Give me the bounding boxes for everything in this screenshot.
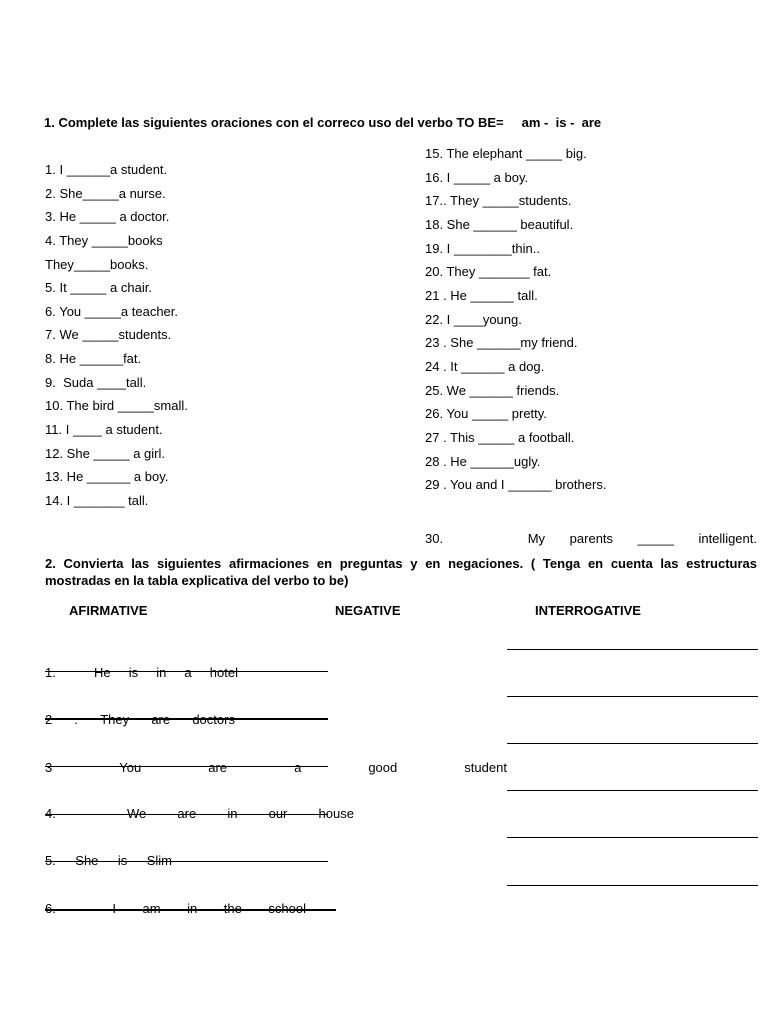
sentence-word: is bbox=[117, 853, 128, 868]
sentence-word: 1. bbox=[45, 665, 56, 680]
interrogative-answer-line[interactable] bbox=[507, 743, 758, 744]
exercise-item: 9. Suda ____tall. bbox=[45, 375, 147, 390]
exercise-item: 8. He ______fat. bbox=[45, 351, 142, 366]
sentence-word: hotel bbox=[209, 665, 238, 680]
exercise-item: 4. They _____books bbox=[45, 233, 163, 248]
sentence-word: are bbox=[177, 806, 197, 821]
exercise-item: 16. I _____ a boy. bbox=[425, 170, 529, 185]
exercise-item: 28 . He ______ugly. bbox=[425, 454, 541, 469]
exercise-item: They_____books. bbox=[45, 257, 149, 272]
sentence-word: our bbox=[268, 806, 288, 821]
negative-answer-line[interactable] bbox=[45, 909, 336, 911]
exercise-item: 27 . This _____ a football. bbox=[425, 430, 575, 445]
exercise-item: 11. I ____ a student. bbox=[45, 422, 163, 437]
exercise-item: 2. She_____a nurse. bbox=[45, 186, 166, 201]
sentence-word: doctors bbox=[192, 712, 235, 727]
item30-word: intelligent. bbox=[698, 531, 757, 546]
item30-word: My bbox=[527, 531, 546, 546]
sentence-word: a bbox=[184, 665, 192, 680]
interrogative-answer-line[interactable] bbox=[507, 649, 758, 650]
sentence-word: am bbox=[142, 901, 161, 916]
exercise-item: 19. I ________thin.. bbox=[425, 241, 540, 256]
col-interrogative-header: INTERROGATIVE bbox=[535, 603, 641, 618]
sentence-word: are bbox=[151, 712, 171, 727]
interrogative-answer-line[interactable] bbox=[507, 696, 758, 697]
sentence-word: good bbox=[368, 760, 398, 775]
sentence-word: in bbox=[156, 665, 167, 680]
exercise-item: 25. We ______ friends. bbox=[425, 383, 560, 398]
exercise-item: 22. I ____young. bbox=[425, 312, 522, 327]
exercise-item: 24 . It ______ a dog. bbox=[425, 359, 545, 374]
sentence-word: in bbox=[187, 901, 198, 916]
sentence-word: You bbox=[119, 760, 142, 775]
sentence-word: house bbox=[318, 806, 354, 821]
exercise-item: 5. It _____ a chair. bbox=[45, 280, 152, 295]
exercise-item: 6. You _____a teacher. bbox=[45, 304, 179, 319]
negative-answer-line[interactable] bbox=[45, 766, 328, 767]
sentence-word: . bbox=[74, 712, 79, 727]
exercise-item: 26. You _____ pretty. bbox=[425, 406, 547, 421]
negative-answer-line[interactable] bbox=[45, 814, 328, 815]
exercise-item: 20. They _______ fat. bbox=[425, 264, 552, 279]
section1-title: 1. Complete las siguientes oraciones con el correco uso del verbo TO BE= am - is - are bbox=[44, 115, 602, 130]
negative-answer-line[interactable] bbox=[45, 718, 328, 720]
item30-word: _____ bbox=[637, 531, 674, 546]
interrogative-answer-line[interactable] bbox=[507, 790, 758, 791]
interrogative-answer-line[interactable] bbox=[507, 837, 758, 838]
exercise-item: 7. We _____students. bbox=[45, 327, 172, 342]
sentence-word: Slim bbox=[146, 853, 172, 868]
item30-word: 30. bbox=[425, 531, 444, 546]
exercise-item: 15. The elephant _____ big. bbox=[425, 146, 587, 161]
sentence-word: 2 bbox=[45, 712, 53, 727]
exercise-item: 14. I _______ tall. bbox=[45, 493, 149, 508]
exercise-item: 1. I ______a student. bbox=[45, 162, 168, 177]
section2-title bbox=[45, 555, 757, 589]
interrogative-answer-line[interactable] bbox=[507, 885, 758, 886]
negative-answer-line[interactable] bbox=[45, 861, 328, 862]
col-negative-header: NEGATIVE bbox=[335, 603, 401, 618]
sentence-word: He bbox=[93, 665, 111, 680]
sentence-word: the bbox=[223, 901, 242, 916]
sentence-word: They bbox=[100, 712, 130, 727]
exercise-item: 21 . He ______ tall. bbox=[425, 288, 538, 303]
exercise-item: 29 . You and I ______ brothers. bbox=[425, 477, 607, 492]
sentence-word: is bbox=[128, 665, 139, 680]
negative-answer-line[interactable] bbox=[45, 671, 328, 672]
sentence-word: I bbox=[112, 901, 116, 916]
exercise-item: 23 . She ______my friend. bbox=[425, 335, 578, 350]
exercise-item: 18. She ______ beautiful. bbox=[425, 217, 574, 232]
section2-title-text: 2. Convierta las siguientes afirmaciones en preguntas y en negaciones. ( Tenga en cuenta las estructuras mostradas en la tabla explicativa del verbo to be) bbox=[45, 556, 757, 588]
sentence-word: student bbox=[464, 760, 507, 775]
sentence-word: We bbox=[126, 806, 147, 821]
sentence-word: in bbox=[227, 806, 238, 821]
sentence-word: 3 bbox=[45, 760, 53, 775]
exercise-item: 12. She _____ a girl. bbox=[45, 446, 165, 461]
sentence-word: She bbox=[75, 853, 99, 868]
item30-word: parents bbox=[569, 531, 614, 546]
exercise-item: 17.. They _____students. bbox=[425, 193, 572, 208]
col-affirmative-header: AFIRMATIVE bbox=[69, 603, 148, 618]
sentence-word: are bbox=[208, 760, 228, 775]
sentence-word: a bbox=[294, 760, 302, 775]
sentence-word: school bbox=[268, 901, 306, 916]
sentence-word: 4. bbox=[45, 806, 56, 821]
sentence-word: 6. bbox=[45, 901, 56, 916]
exercise-item: 10. The bird _____small. bbox=[45, 398, 188, 413]
exercise-item: 3. He _____ a doctor. bbox=[45, 209, 170, 224]
sentence-word: 5. bbox=[45, 853, 56, 868]
exercise-item: 13. He ______ a boy. bbox=[45, 469, 169, 484]
